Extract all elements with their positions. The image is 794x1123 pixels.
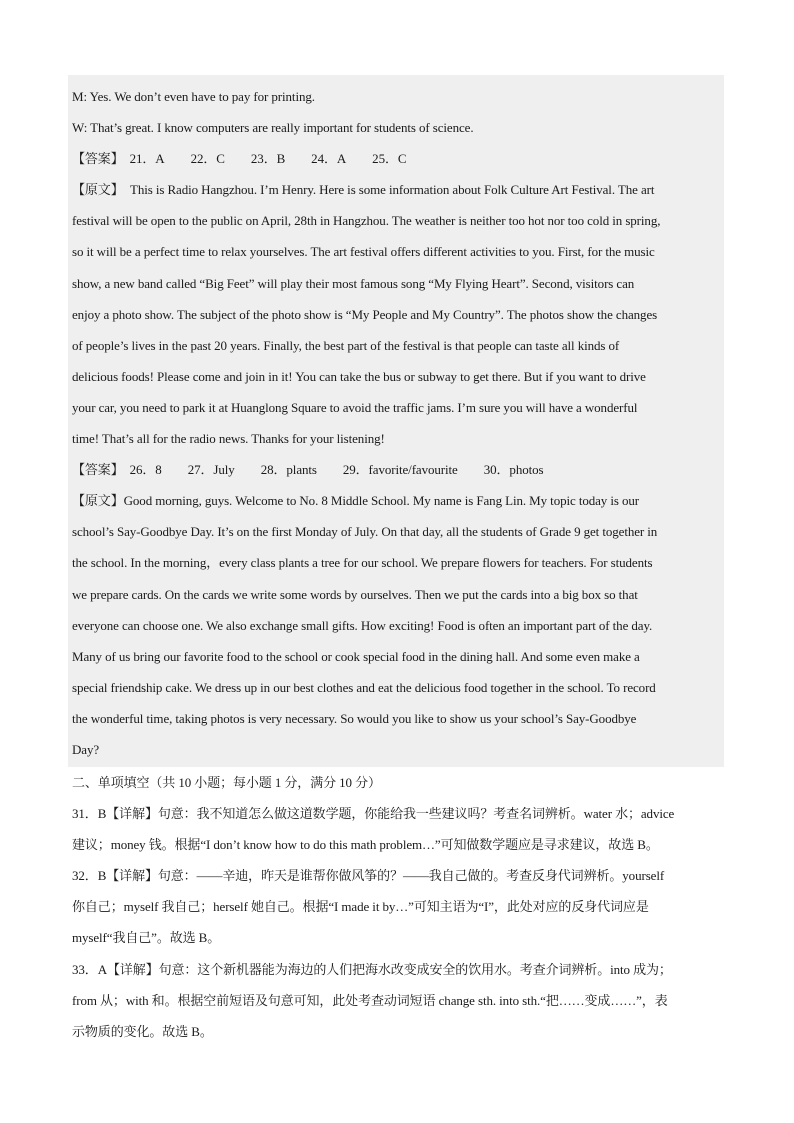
grammar-section	[72, 767, 724, 1047]
answer-item: 29．favorite/favourite	[342, 462, 458, 478]
explanation-line: 建议；money 钱。根据“I don’t know how to do this math problem…”可知做数学题应是寻求建议，故选 B。	[72, 837, 659, 853]
answer-item: 30．photos	[483, 462, 544, 478]
answer-item: 28．plants	[260, 462, 317, 478]
explanation-line: 33．A【详解】句意：这个新机器能为海边的人们把海水改变成安全的饮用水。考查介词辨析。into 成为；	[72, 961, 672, 977]
transcript-line: time! That’s all for the radio news. Thanks for your listening!	[72, 431, 385, 447]
transcript-line: everyone can choose one. We also exchange small gifts. How exciting! Food is often an important part of the day.	[72, 617, 653, 633]
explanation-line: from 从；with 和。根据空前短语及句意可知，此处考查动词短语 change sth. into sth.“把……变成……”，表	[72, 992, 668, 1008]
dialogue-line: W: That’s great. I know computers are really important for students of science.	[72, 120, 474, 136]
transcript-line: 【原文】Good morning, guys. Welcome to No. 8 Middle School. My name is Fang Lin. My topic today is our	[72, 493, 640, 509]
transcript-line: your car, you need to park it at Huanglong Square to avoid the traffic jams. I’m sure you will have a wonderful	[72, 399, 638, 415]
answer-label: 【答案】	[72, 462, 124, 478]
transcript-line: the wonderful time, taking photos is very necessary. So would you like to show us your school’s Say-Goodbye	[72, 710, 637, 726]
answer-item: 21．A	[129, 151, 165, 167]
transcript-line: enjoy a photo show. The subject of the photo show is “My People and My Country”. The photos show the changes	[72, 306, 658, 322]
answer-item: 27．July	[187, 462, 235, 478]
answer-item: 24．A	[311, 151, 347, 167]
transcript-line: delicious foods! Please come and join in it! You can take the bus or subway to get there. But if you want to drive	[72, 368, 646, 384]
answer-item: 22．C	[190, 151, 225, 167]
listening-transcript-block	[68, 75, 724, 767]
answer-line-2	[68, 454, 724, 485]
transcript-line: so it will be a perfect time to relax yourselves. The art festival offers different activities to you. First, for the music	[72, 244, 655, 260]
explanation-line: 示物质的变化。故选 B。	[72, 1023, 213, 1039]
dialogue-line: M: Yes. We don’t even have to pay for printing.	[72, 89, 315, 104]
transcript-line: show, a new band called “Big Feet” will play their most famous song “My Flying Heart”. Second, visitors can	[72, 275, 635, 291]
transcript-line: we prepare cards. On the cards we write some words by ourselves. Then we put the cards into a big box so that	[72, 586, 638, 602]
answer-label: 【答案】	[72, 151, 124, 167]
transcript-line: festival will be open to the public on April, 28th in Hangzhou. The weather is neither too hot nor too cold in spring,	[72, 213, 661, 229]
transcript-line: special friendship cake. We dress up in our best clothes and eat the delicious food together in the school. To record	[72, 679, 656, 695]
answer-item: 25．C	[372, 151, 407, 167]
transcript-line: Day?	[72, 741, 100, 757]
answer-line-1	[68, 143, 724, 174]
explanation-line: 你自己；myself 我自己；herself 她自己。根据“I made it by…”可知主语为“I”，此处对应的反身代词应是	[72, 899, 649, 915]
explanation-line: 31．B【详解】句意：我不知道怎么做这道数学题，你能给我一些建议吗？考查名词辨析。water 水；advice	[72, 806, 675, 822]
explanation-line: myself“我自己”。故选 B。	[72, 930, 221, 946]
transcript-line: the school. In the morning，every class plants a tree for our school. We prepare flowers for teachers. For students	[72, 555, 653, 571]
transcript-line: school’s Say-Goodbye Day. It’s on the first Monday of July. On that day, all the students of Grade 9 get together in	[72, 524, 658, 540]
explanation-line: 32．B【详解】句意：——辛迪，昨天是谁帮你做风筝的？——我自己做的。考查反身代词辨析。yourself	[72, 868, 665, 884]
transcript-line: Many of us bring our favorite food to the school or cook special food in the dining hall. And some even make a	[72, 648, 640, 664]
answer-item: 23．B	[250, 151, 286, 167]
transcript-line: 【原文】 This is Radio Hangzhou. I’m Henry. Here is some information about Folk Culture Art Festival. The art	[72, 182, 655, 198]
answer-item: 26．8	[129, 462, 162, 478]
transcript-line: of people’s lives in the past 20 years. Finally, the best part of the festival is that people can taste all kinds of	[72, 337, 620, 353]
section-heading: 二、单项填空（共 10 小题；每小题 1 分，满分 10 分）	[72, 775, 381, 790]
